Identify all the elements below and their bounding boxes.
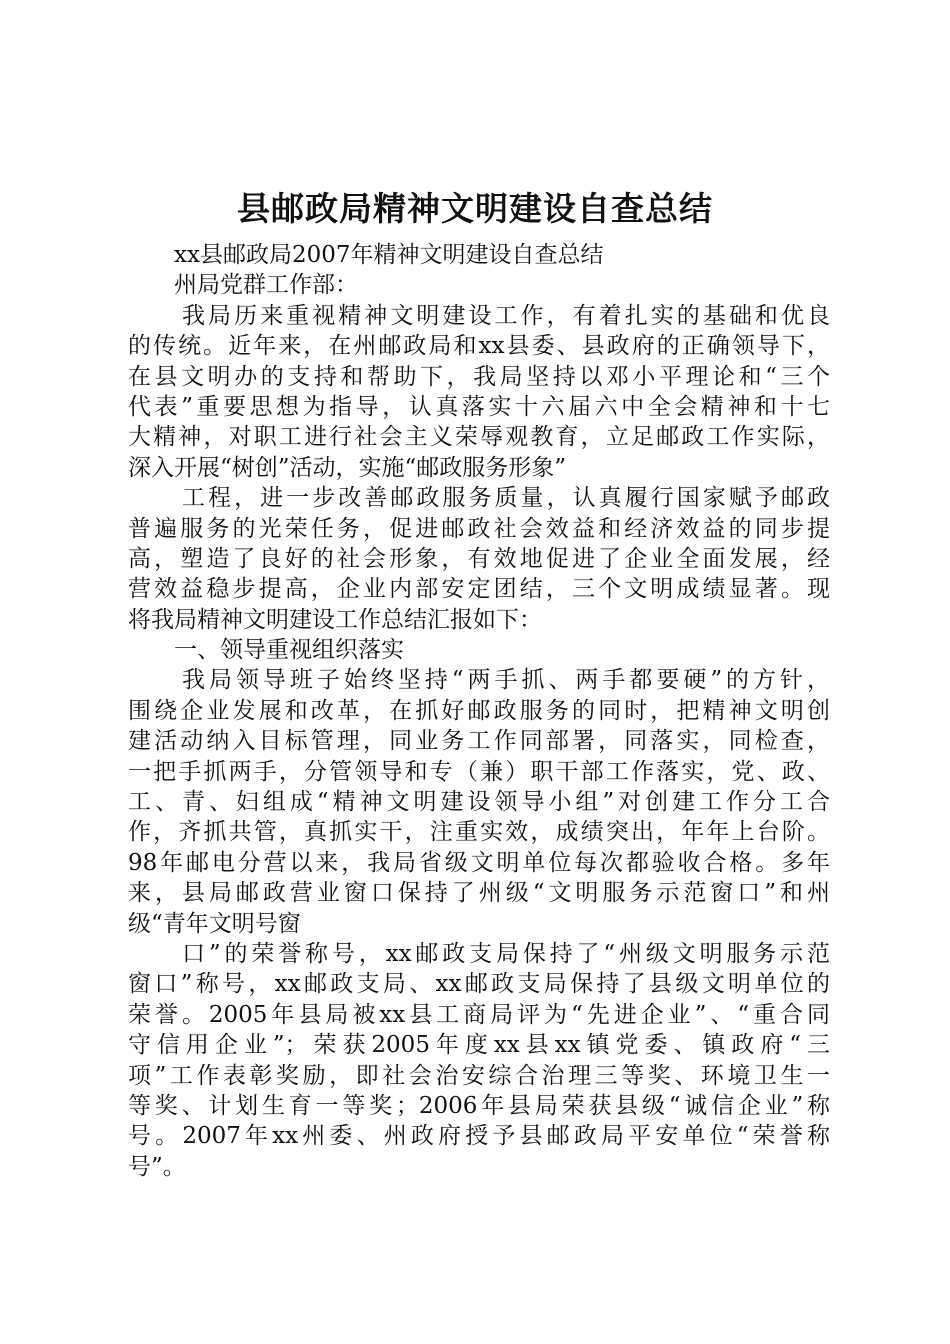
paragraph-line: 窗口”称号，xx邮政支局、xx邮政支局保持了县级文明单位的 bbox=[128, 971, 830, 998]
section-heading: 一、领导重视组织落实 bbox=[174, 637, 404, 664]
paragraph-line: 我局历来重视精神文明建设工作，有着扎实的基础和优良 bbox=[182, 302, 830, 329]
paragraph-line: 大精神，对职工进行社会主义荣辱观教育，立足邮政工作实际， bbox=[128, 424, 830, 451]
paragraph-line: 的传统。近年来，在州邮政局和xx县委、县政府的正确领导下， bbox=[128, 333, 830, 360]
paragraph-line: 工、青、妇组成“精神文明建设领导小组”对创建工作分工合 bbox=[128, 789, 830, 816]
paragraph-line: 98年邮电分营以来，我局省级文明单位每次都验收合格。多年 bbox=[128, 849, 830, 876]
paragraph-line: 工程，进一步改善邮政服务质量，认真履行国家赋予邮政 bbox=[182, 485, 830, 512]
paragraph-line: 建活动纳入目标管理，同业务工作同部署，同落实，同检查， bbox=[128, 728, 830, 755]
paragraph-line: 等奖、计划生育一等奖；2006年县局荣获县级“诚信企业”称 bbox=[128, 1092, 830, 1119]
paragraph-line: 普遍服务的光荣任务，促进邮政社会效益和经济效益的同步提 bbox=[128, 515, 830, 542]
document-title: 县邮政局精神文明建设自查总结 bbox=[237, 189, 713, 228]
paragraph-line: 作，齐抓共管，真抓实干，注重实效，成绩突出，年年上台阶。 bbox=[128, 819, 830, 846]
paragraph-line: 来，县局邮政营业窗口保持了州级“文明服务示范窗口”和州 bbox=[128, 880, 830, 907]
paragraph-line: 在县文明办的支持和帮助下，我局坚持以邓小平理论和“三个 bbox=[128, 363, 830, 390]
paragraph-line: 级“青年文明号窗 bbox=[128, 910, 301, 937]
paragraph-line: 围绕企业发展和改革，在抓好邮政服务的同时，把精神文明创 bbox=[128, 697, 830, 724]
paragraph-line: 将我局精神文明建设工作总结汇报如下： bbox=[128, 606, 542, 633]
paragraph-line: 口”的荣誉称号，xx邮政支局保持了“州级文明服务示范 bbox=[182, 940, 830, 967]
paragraph-line: 代表”重要思想为指导，认真落实十六届六中全会精神和十七 bbox=[128, 393, 830, 420]
paragraph-line: 营效益稳步提高，企业内部安定团结，三个文明成绩显著。现 bbox=[128, 576, 830, 603]
paragraph-line: 我局领导班子始终坚持“两手抓、两手都要硬”的方针， bbox=[182, 667, 830, 694]
paragraph-line: 高，塑造了良好的社会形象，有效地促进了企业全面发展，经 bbox=[128, 545, 830, 572]
salutation-line: 州局党群工作部： bbox=[174, 272, 358, 299]
paragraph-line: 号。2007年xx州委、州政府授予县邮政局平安单位“荣誉称 bbox=[128, 1123, 830, 1150]
paragraph-line: 项”工作表彰奖励，即社会治安综合治理三等奖、环境卫生一 bbox=[128, 1062, 830, 1089]
subtitle-line: xx县邮政局2007年精神文明建设自查总结 bbox=[174, 242, 604, 268]
paragraph-line: 深入开展“树创”活动，实施“邮政服务形象” bbox=[128, 454, 567, 481]
paragraph-line: 一把手抓两手，分管领导和专（兼）职干部工作落实，党、政、 bbox=[128, 758, 830, 785]
paragraph-line: 荣誉。2005年县局被xx县工商局评为“先进企业”、“重合同 bbox=[128, 1001, 830, 1028]
paragraph-line: 号”。 bbox=[128, 1153, 186, 1180]
paragraph-line: 守信用企业”；荣获2005年度xx县xx镇党委、镇政府“三 bbox=[128, 1032, 830, 1059]
document-body bbox=[128, 240, 830, 1182]
